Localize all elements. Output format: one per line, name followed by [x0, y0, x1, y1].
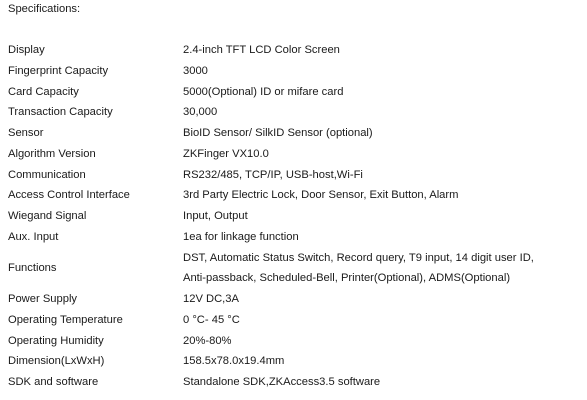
spec-value: 5000(Optional) ID or mifare card [183, 85, 344, 98]
spec-label: Card Capacity [8, 85, 79, 98]
spec-row-operating-humidity [0, 331, 534, 352]
spec-value: ZKFinger VX10.0 [183, 147, 269, 160]
spec-value: 2.4-inch TFT LCD Color Screen [183, 44, 340, 56]
spec-value: BioID Sensor/ SilkID Sensor (optional) [183, 127, 373, 139]
spec-label: Dimension(LxWxH) [8, 355, 105, 368]
spec-row-functions [0, 248, 534, 290]
spec-row-display [0, 40, 534, 61]
spec-row-wiegand-signal [0, 206, 534, 227]
spec-value [183, 248, 534, 290]
spec-label: Functions [8, 261, 57, 274]
spec-label: Access Control Interface [8, 189, 130, 202]
spec-row-power-supply [0, 289, 534, 310]
spec-value: 3rd Party Electric Lock, Door Sensor, Exit Button, Alarm [183, 189, 459, 202]
spec-row-fingerprint-capacity [0, 61, 534, 82]
spec-row-algorithm-version [0, 144, 534, 165]
spec-value: RS232/485, TCP/IP, USB-host,Wi-Fi [183, 168, 363, 181]
spec-value: Standalone SDK,ZKAccess3.5 software [183, 376, 381, 388]
spec-value: 3000 [183, 64, 208, 77]
spec-value-line: Anti-passback, Scheduled-Bell, Printer(Optional), ADMS(Optional) [183, 272, 511, 285]
spec-label: Wiegand Signal [8, 210, 87, 222]
page-title: Specifications: [8, 3, 81, 15]
spec-label: Communication [8, 168, 86, 181]
spec-value: 30,000 [183, 106, 218, 119]
spec-row-sensor [0, 123, 534, 144]
spec-label: Power Supply [8, 293, 78, 305]
spec-value: 158.5x78.0x19.4mm [183, 355, 285, 368]
spec-label: SDK and software [8, 376, 99, 388]
spec-label: Display [8, 44, 45, 56]
spec-row-transaction-capacity [0, 102, 534, 123]
spec-value: 12V DC,3A [183, 293, 239, 305]
spec-value: 1ea for linkage function [183, 230, 299, 243]
spec-value-line: DST, Automatic Status Switch, Record query, T9 input, 14 digit user ID, [183, 251, 534, 264]
spec-row-card-capacity [0, 82, 534, 103]
spec-label: Operating Temperature [8, 313, 123, 326]
spec-row-sdk-and-software [0, 372, 534, 393]
spec-row-aux-input [0, 227, 534, 248]
spec-label: Fingerprint Capacity [8, 64, 109, 77]
spec-label: Transaction Capacity [8, 106, 113, 119]
spec-label: Operating Humidity [8, 334, 104, 347]
spec-label: Sensor [8, 127, 44, 139]
specifications-table [0, 40, 534, 393]
spec-value: 0 °C- 45 °C [183, 313, 240, 326]
spec-label: Algorithm Version [8, 147, 96, 160]
spec-row-dimension [0, 351, 534, 372]
spec-row-access-control-interface [0, 185, 534, 206]
spec-row-operating-temperature [0, 310, 534, 331]
spec-label: Aux. Input [8, 230, 59, 243]
spec-value: Input, Output [183, 210, 248, 222]
spec-value: 20%-80% [183, 334, 232, 347]
spec-row-communication [0, 165, 534, 186]
